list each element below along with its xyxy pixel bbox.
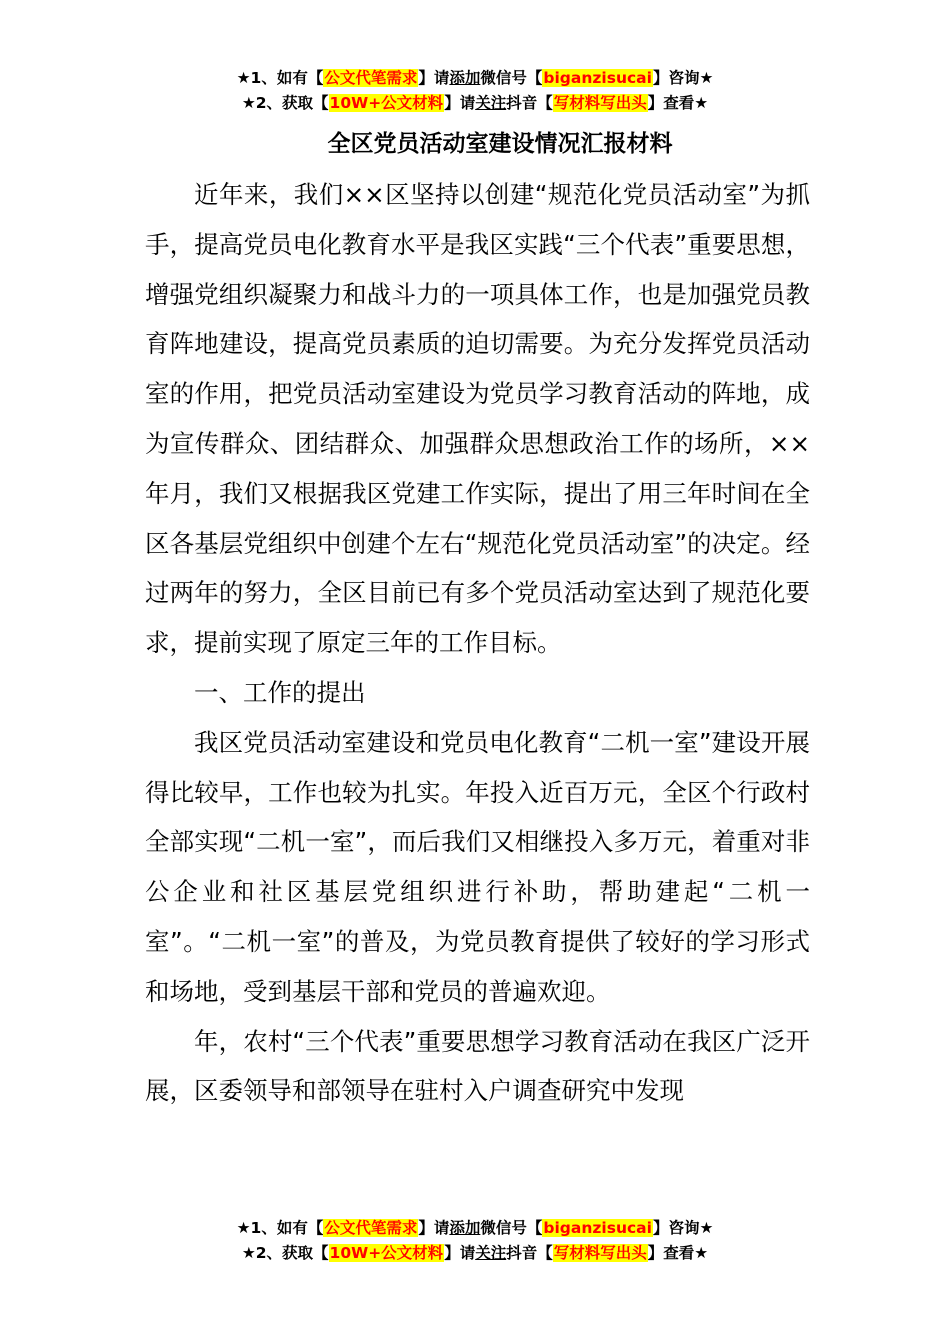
promo-line-1: ★1、如有【公文代笔需求】请添加微信号【biganzisucai】咨询★ [236,1219,714,1237]
promo-highlight-douyin: 写材料写出头 [553,1244,647,1262]
promo-highlight-service: 公文代笔需求 [324,69,418,87]
promo-banner-bottom [0,1216,950,1266]
paragraph-intro: 近年来，我们××区坚持以创建“规范化党员活动室”为抓手，提高党员电化教育水平是我区实践“三个代表”重要思想，增强党组织凝聚力和战斗力的一项具体工作，也是加强党员教育阵地建设，提高党员素质的迫切需要。为充分发挥党员活动室的作用，把党员活动室建设为党员学习教育活动的阵地，成为宣传群众、团结群众、加强群众思想政治工作的场所，××年月，我们又根据我区党建工作实际，提出了用三年时间在全区各基层党组织中创建个左右“规范化党员活动室”的决定。经过两年的努力，全区目前已有多个党员活动室达到了规范化要求，提前实现了原定三年的工作目标。 [145,180,810,658]
document-body [145,170,810,1116]
promo-line-2: ★2、获取【10W+公文材料】请关注抖音【写材料写出头】查看★ [241,94,709,112]
section-heading: 一、工作的提出 [194,677,366,707]
promo-highlight-wechat-id: biganzisucai [543,69,652,87]
promo-highlight-douyin: 写材料写出头 [553,94,647,112]
document-title: 全区党员活动室建设情况汇报材料 [327,131,673,157]
paragraph-background: 我区党员活动室建设和党员电化教育“二机一室”建设开展得比较早，工作也较为扎实。年投入近百万元，全区个行政村全部实现“二机一室”，而后我们又相继投入多万元，着重对非公企业和社区基层党组织进行补助，帮助建起“二机一室”。“二机一室”的普及，为党员教育提供了较好的学习形式和场地，受到基层干部和党员的普遍欢迎。 [145,727,810,1006]
promo-highlight-materials: 10W+公文材料 [329,1244,444,1262]
promo-banner-top [0,66,950,116]
promo-line-2: ★2、获取【10W+公文材料】请关注抖音【写材料写出头】查看★ [241,1244,709,1262]
promo-highlight-materials: 10W+公文材料 [329,94,444,112]
promo-highlight-wechat-id: biganzisucai [543,1219,652,1237]
promo-line-1: ★1、如有【公文代笔需求】请添加微信号【biganzisucai】咨询★ [236,69,714,87]
paragraph-continuation: 年，农村“三个代表”重要思想学习教育活动在我区广泛开展，区委领导和部领导在驻村入户调查研究中发现 [145,1026,810,1106]
promo-highlight-service: 公文代笔需求 [324,1219,418,1237]
